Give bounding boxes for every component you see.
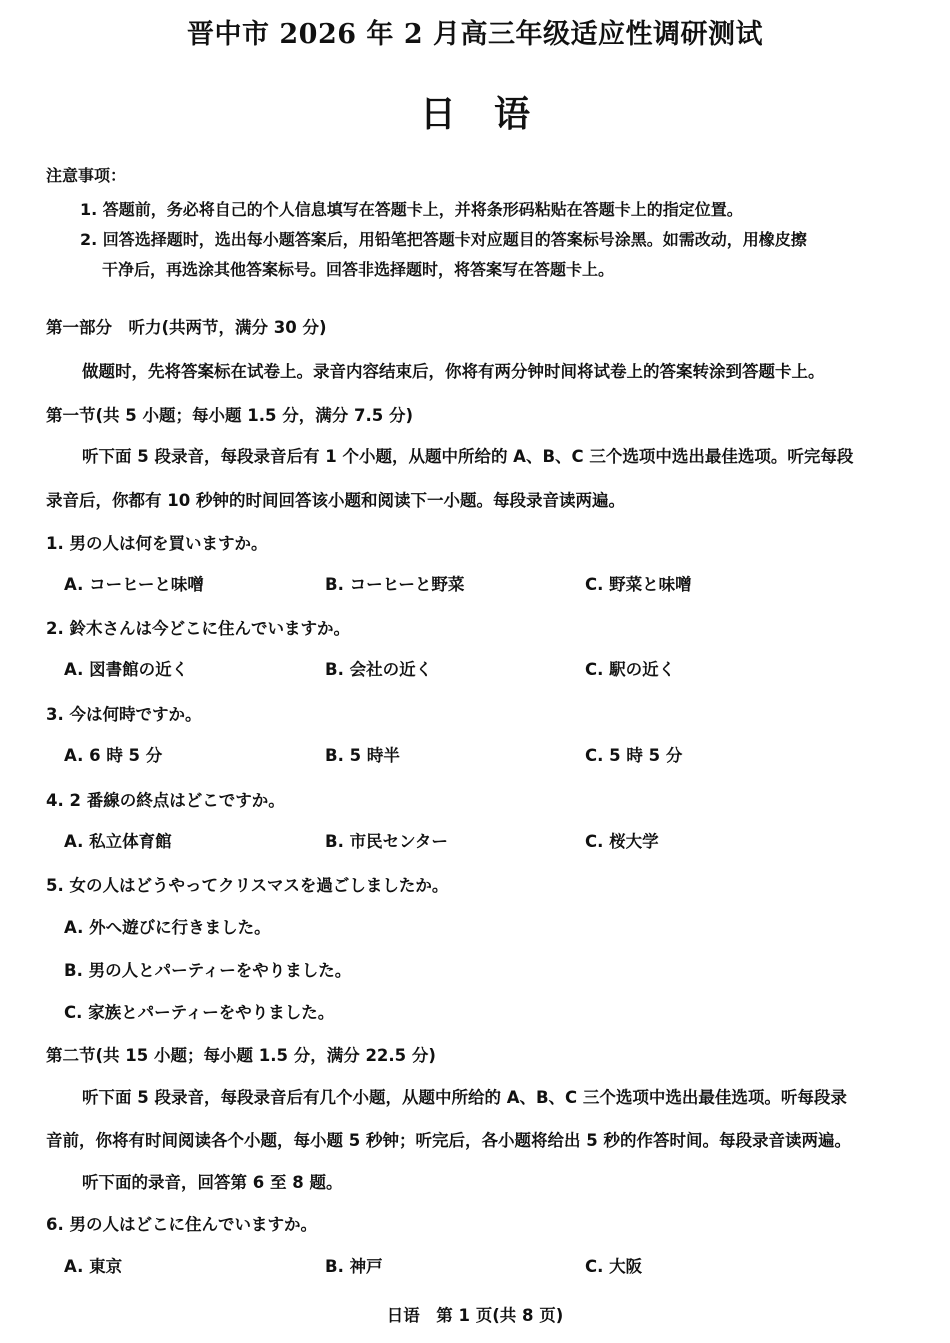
part1-instruction: 做题时，先将答案标在试卷上。录音内容结束后，你将有两分钟时间将试卷上的答案转涂到答题卡上。	[82, 362, 825, 381]
notes-heading: 注意事项：	[46, 166, 127, 185]
question-4-option-a: A. 私立体育館	[64, 832, 172, 851]
question-3-option-b: B. 5 時半	[325, 746, 400, 765]
section1-instruction-line1: 听下面 5 段录音，每段录音后有 1 个小题，从题中所给的 A、B、C 三个选项中选出最佳选项。听完每段	[82, 447, 854, 466]
section1-heading: 第一节(共 5 小题；每小题 1.5 分，满分 7.5 分)	[46, 406, 413, 425]
question-1-stem: 1. 男の人は何を買いますか。	[46, 534, 268, 553]
question-2-option-b: B. 会社の近く	[325, 660, 433, 679]
section2-instruction-line2: 音前，你将有时间阅读各个小题，每小题 5 秒钟；听完后，各小题将给出 5 秒的作答时间。每段录音读两遍。	[46, 1131, 851, 1150]
question-4-option-c: C. 桜大学	[585, 832, 659, 851]
section2-sub-instruction: 听下面的录音，回答第 6 至 8 题。	[82, 1173, 343, 1192]
section2-instruction-line1: 听下面 5 段录音，每段录音后有几个小题，从题中所给的 A、B、C 三个选项中选出最佳选项。听每段录	[82, 1088, 847, 1107]
note-item-2-cont: 干净后，再选涂其他答案标号。回答非选择题时，将答案写在答题卡上。	[102, 260, 615, 279]
question-3-option-a: A. 6 時 5 分	[64, 746, 163, 765]
note-item-1: 1. 答题前，务必将自己的个人信息填写在答题卡上，并将条形码粘贴在答题卡上的指定位置。	[80, 200, 743, 219]
question-3-stem: 3. 今は何時ですか。	[46, 705, 202, 724]
subject-title: 日语	[419, 93, 568, 135]
question-1-option-c: C. 野菜と味噌	[585, 575, 692, 594]
question-4-option-b: B. 市民センター	[325, 832, 448, 851]
note-item-2: 2. 回答选择题时，选出每小题答案后，用铅笔把答题卡对应题目的答案标号涂黑。如需改动，用橡皮擦	[80, 230, 807, 249]
question-6-option-c: C. 大阪	[585, 1257, 643, 1276]
question-4-stem: 4. 2 番線の終点はどこですか。	[46, 791, 285, 810]
question-5-option-a: A. 外へ遊びに行きました。	[64, 918, 271, 937]
exam-title: 晋中市 2026 年 2 月高三年级适应性调研测试	[186, 19, 764, 50]
question-6-option-b: B. 神戸	[325, 1257, 383, 1276]
question-3-option-c: C. 5 時 5 分	[585, 746, 683, 765]
question-5-stem: 5. 女の人はどうやってクリスマスを過ごしましたか。	[46, 876, 449, 895]
question-1-option-b: B. コーヒーと野菜	[325, 575, 465, 594]
section1-instruction-line2: 录音后，你都有 10 秒钟的时间回答该小题和阅读下一小题。每段录音读两遍。	[46, 491, 625, 510]
question-2-option-a: A. 図書館の近く	[64, 660, 189, 679]
page-footer: 日语 第 1 页(共 8 页)	[386, 1306, 564, 1325]
question-1-option-a: A. コーヒーと味噌	[64, 575, 204, 594]
question-6-option-a: A. 東京	[64, 1257, 123, 1276]
section2-heading: 第二节(共 15 小题；每小题 1.5 分，满分 22.5 分)	[46, 1046, 436, 1065]
question-2-stem: 2. 鈴木さんは今どこに住んでいますか。	[46, 619, 350, 638]
part1-heading: 第一部分 听力(共两节，满分 30 分)	[46, 318, 327, 337]
question-2-option-c: C. 駅の近く	[585, 660, 676, 679]
question-5-option-c: C. 家族とパーティーをやりました。	[64, 1003, 335, 1022]
question-5-option-b: B. 男の人とパーティーをやりました。	[64, 961, 352, 980]
question-6-stem: 6. 男の人はどこに住んでいますか。	[46, 1215, 317, 1234]
